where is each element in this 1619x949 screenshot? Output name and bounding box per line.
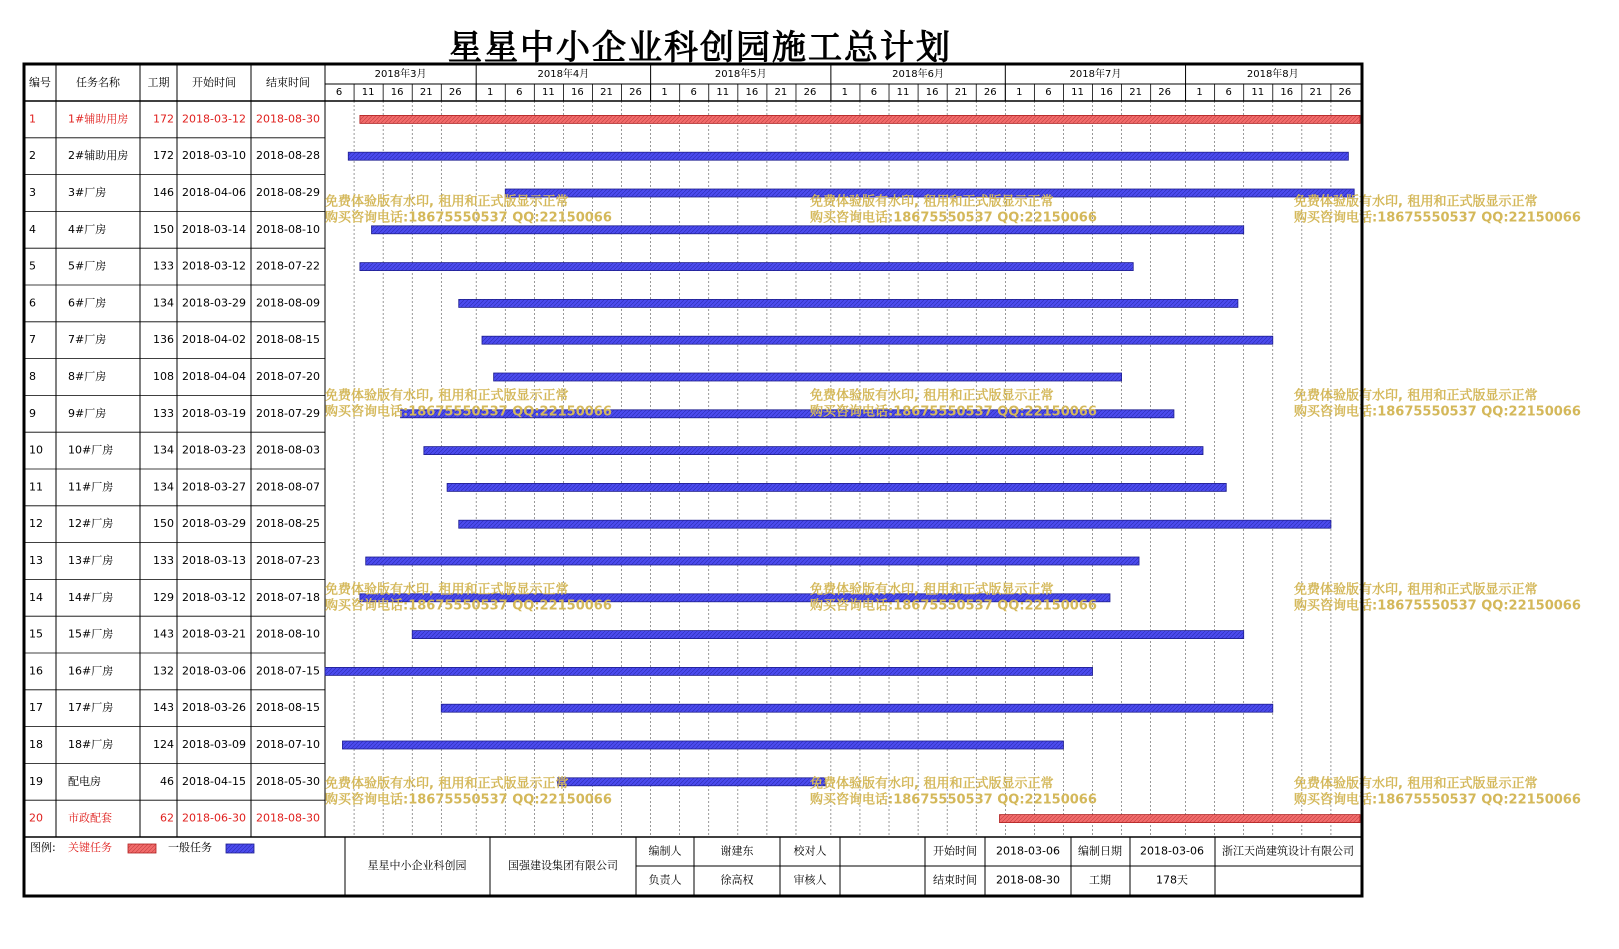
watermark-line1: 免费体验版有水印, 租用和正式版显示正常 bbox=[810, 582, 1054, 598]
task-id: 17 bbox=[29, 701, 43, 715]
month-label: 2018年3月 bbox=[374, 69, 427, 80]
task-start: 2018-03-14 bbox=[182, 222, 246, 236]
task-name: 15#厂房 bbox=[68, 627, 114, 641]
day-tick-label: 21 bbox=[1309, 87, 1323, 98]
gantt-bar bbox=[459, 520, 1331, 528]
gantt-bar bbox=[372, 226, 1244, 234]
gantt-bar bbox=[366, 557, 1139, 565]
task-end: 2018-08-28 bbox=[256, 149, 320, 163]
task-start: 2018-03-29 bbox=[182, 517, 246, 531]
task-name: 11#厂房 bbox=[68, 480, 114, 494]
watermark-line2: 购买咨询电话:18675550537 QQ:22150066 bbox=[325, 404, 612, 420]
footer-auditor-label: 审核人 bbox=[793, 873, 827, 887]
footer-compiler-label: 编制人 bbox=[648, 844, 682, 858]
footer-reviewer-label: 校对人 bbox=[793, 844, 827, 858]
legend-critical-label: 关键任务 bbox=[68, 841, 112, 854]
task-name: 16#厂房 bbox=[68, 664, 114, 678]
task-duration: 143 bbox=[153, 701, 174, 715]
day-tick-label: 1 bbox=[1016, 87, 1023, 98]
task-duration: 150 bbox=[153, 222, 174, 236]
task-end: 2018-08-15 bbox=[256, 333, 320, 347]
task-id: 3 bbox=[29, 186, 36, 199]
watermark-line2: 购买咨询电话:18675550537 QQ:22150066 bbox=[325, 792, 612, 808]
day-tick-label: 6 bbox=[1045, 87, 1052, 98]
task-name: 8#厂房 bbox=[68, 370, 107, 383]
task-end: 2018-08-15 bbox=[256, 701, 320, 715]
task-id: 6 bbox=[29, 296, 36, 310]
watermark-line1: 免费体验版有水印, 租用和正式版显示正常 bbox=[325, 776, 569, 792]
gantt-bar bbox=[459, 299, 1238, 307]
watermark-line2: 购买咨询电话:18675550537 QQ:22150066 bbox=[1294, 598, 1581, 614]
task-id: 15 bbox=[29, 627, 43, 641]
gantt-bar bbox=[999, 815, 1360, 823]
footer-owner-label: 负责人 bbox=[648, 873, 682, 887]
task-start: 2018-03-13 bbox=[182, 554, 246, 567]
day-tick-label: 1 bbox=[661, 87, 668, 98]
task-duration: 134 bbox=[153, 480, 174, 494]
watermark-line1: 免费体验版有水印, 租用和正式版显示正常 bbox=[810, 388, 1054, 404]
task-duration: 136 bbox=[153, 333, 174, 347]
day-tick-label: 16 bbox=[925, 87, 939, 98]
month-label: 2018年4月 bbox=[537, 69, 590, 80]
task-name: 5#厂房 bbox=[68, 259, 107, 273]
watermark-line2: 购买咨询电话:18675550537 QQ:22150066 bbox=[1294, 210, 1581, 226]
day-tick-label: 26 bbox=[983, 87, 997, 98]
task-name: 市政配套 bbox=[68, 811, 112, 825]
task-duration: 129 bbox=[153, 590, 174, 604]
task-duration: 172 bbox=[153, 149, 174, 163]
column-header-start: 开始时间 bbox=[192, 76, 236, 89]
task-end: 2018-07-23 bbox=[256, 554, 320, 567]
task-name: 7#厂房 bbox=[68, 333, 107, 347]
task-start: 2018-04-04 bbox=[182, 370, 246, 383]
task-start: 2018-03-26 bbox=[182, 701, 246, 715]
footer-date-label: 编制日期 bbox=[1078, 844, 1122, 858]
task-start: 2018-03-21 bbox=[182, 627, 246, 641]
gantt-bar bbox=[424, 447, 1203, 455]
day-tick-label: 1 bbox=[486, 87, 494, 98]
watermark-line2: 购买咨询电话:18675550537 QQ:22150066 bbox=[810, 598, 1097, 614]
month-label: 2018年8月 bbox=[1246, 69, 1299, 80]
day-tick-label: 6 bbox=[690, 87, 697, 98]
gantt-bar bbox=[482, 336, 1273, 344]
task-end: 2018-07-20 bbox=[256, 370, 320, 383]
day-tick-label: 16 bbox=[571, 87, 584, 98]
task-name: 14#厂房 bbox=[68, 590, 114, 604]
gantt-bar bbox=[348, 152, 1348, 160]
task-name: 12#厂房 bbox=[68, 517, 114, 531]
watermark-line2: 购买咨询电话:18675550537 QQ:22150066 bbox=[1294, 792, 1581, 808]
day-tick-label: 21 bbox=[600, 87, 613, 98]
task-name: 配电房 bbox=[68, 774, 101, 788]
task-end: 2018-07-18 bbox=[256, 590, 320, 604]
month-label: 2018年5月 bbox=[714, 69, 767, 80]
column-header-name: 任务名称 bbox=[76, 76, 120, 89]
task-end: 2018-08-03 bbox=[256, 443, 320, 457]
footer-start-label: 开始时间 bbox=[933, 844, 977, 858]
watermark-line1: 免费体验版有水印, 租用和正式版显示正常 bbox=[325, 582, 569, 598]
task-end: 2018-07-22 bbox=[256, 259, 320, 273]
footer-project: 星星中小企业科创园 bbox=[367, 859, 467, 872]
task-duration: 134 bbox=[153, 443, 174, 457]
task-name: 17#厂房 bbox=[68, 701, 114, 715]
task-end: 2018-08-30 bbox=[256, 112, 320, 126]
task-start: 2018-04-15 bbox=[182, 774, 246, 788]
footer-end: 2018-08-30 bbox=[996, 873, 1060, 887]
watermark-line2: 购买咨询电话:18675550537 QQ:22150066 bbox=[810, 210, 1097, 226]
task-start: 2018-03-29 bbox=[182, 296, 246, 310]
legend-normal-label: 一般任务 bbox=[168, 841, 212, 854]
task-duration: 172 bbox=[153, 112, 174, 126]
footer-compiler: 谢建东 bbox=[720, 844, 754, 858]
task-end: 2018-05-30 bbox=[256, 774, 320, 788]
watermark-line1: 免费体验版有水印, 租用和正式版显示正常 bbox=[1294, 194, 1538, 210]
day-tick-label: 11 bbox=[716, 87, 730, 98]
watermark-line2: 购买咨询电话:18675550537 QQ:22150066 bbox=[325, 210, 612, 226]
footer-end-label: 结束时间 bbox=[933, 873, 977, 887]
day-tick-label: 11 bbox=[1251, 87, 1265, 98]
gantt-bar bbox=[360, 115, 1360, 123]
day-tick-label: 21 bbox=[774, 87, 788, 98]
column-header-id: 编号 bbox=[29, 76, 51, 89]
day-tick-label: 26 bbox=[448, 87, 462, 98]
day-tick-label: 6 bbox=[516, 87, 523, 98]
task-end: 2018-08-10 bbox=[256, 627, 320, 641]
gantt-bar bbox=[325, 667, 1093, 675]
task-start: 2018-03-10 bbox=[182, 149, 246, 163]
task-id: 18 bbox=[29, 738, 43, 751]
task-id: 8 bbox=[29, 370, 36, 383]
day-tick-label: 16 bbox=[1280, 87, 1294, 98]
day-tick-label: 6 bbox=[870, 87, 878, 98]
task-duration: 133 bbox=[153, 554, 174, 567]
gantt-bar bbox=[342, 741, 1063, 749]
watermark-line2: 购买咨询电话:18675550537 QQ:22150066 bbox=[325, 598, 612, 614]
task-id: 13 bbox=[29, 554, 43, 567]
task-id: 5 bbox=[29, 259, 36, 273]
task-id: 19 bbox=[29, 774, 43, 788]
day-tick-label: 6 bbox=[1225, 87, 1232, 98]
day-tick-label: 26 bbox=[803, 87, 817, 98]
footer-contractor: 国强建设集团有限公司 bbox=[508, 859, 618, 872]
footer-duration: 178天 bbox=[1156, 873, 1188, 887]
day-tick-label: 21 bbox=[1129, 87, 1142, 98]
task-start: 2018-03-12 bbox=[182, 590, 246, 604]
task-duration: 108 bbox=[153, 370, 174, 383]
task-start: 2018-06-30 bbox=[182, 811, 246, 825]
task-start: 2018-03-12 bbox=[182, 259, 246, 273]
day-tick-label: 16 bbox=[1100, 87, 1113, 98]
task-duration: 62 bbox=[160, 811, 174, 825]
legend-critical-swatch bbox=[128, 844, 156, 853]
task-id: 11 bbox=[29, 480, 43, 494]
legend-normal-swatch bbox=[226, 844, 254, 853]
task-end: 2018-07-29 bbox=[256, 406, 320, 420]
task-name: 4#厂房 bbox=[68, 222, 107, 236]
task-end: 2018-08-30 bbox=[256, 811, 320, 825]
task-start: 2018-04-06 bbox=[182, 186, 246, 199]
day-tick-label: 21 bbox=[419, 87, 433, 98]
day-tick-label: 16 bbox=[390, 87, 404, 98]
task-start: 2018-03-19 bbox=[182, 406, 246, 420]
gantt-bar bbox=[441, 704, 1272, 712]
month-label: 2018年6月 bbox=[892, 69, 944, 80]
task-id: 12 bbox=[29, 517, 43, 531]
chart-title: 星星中小企业科创园施工总计划 bbox=[448, 28, 952, 68]
task-start: 2018-03-27 bbox=[182, 480, 246, 494]
watermark-line1: 免费体验版有水印, 租用和正式版显示正常 bbox=[325, 194, 569, 210]
task-end: 2018-07-15 bbox=[256, 664, 320, 678]
task-id: 16 bbox=[29, 664, 43, 678]
task-duration: 143 bbox=[153, 627, 174, 641]
task-start: 2018-04-02 bbox=[182, 333, 246, 347]
task-end: 2018-08-29 bbox=[256, 186, 320, 199]
day-tick-label: 1 bbox=[841, 87, 849, 98]
footer-owner: 徐高权 bbox=[720, 873, 754, 887]
task-name: 3#厂房 bbox=[68, 186, 107, 199]
task-id: 10 bbox=[29, 443, 43, 457]
day-tick-label: 11 bbox=[361, 87, 375, 98]
task-start: 2018-03-06 bbox=[182, 664, 246, 678]
watermark-line1: 免费体验版有水印, 租用和正式版显示正常 bbox=[810, 776, 1054, 792]
task-duration: 146 bbox=[153, 186, 174, 199]
task-duration: 150 bbox=[153, 517, 174, 531]
day-tick-label: 21 bbox=[954, 87, 968, 98]
watermark-line2: 购买咨询电话:18675550537 QQ:22150066 bbox=[810, 792, 1097, 808]
gantt-bar bbox=[360, 263, 1133, 271]
day-tick-label: 26 bbox=[1158, 87, 1172, 98]
task-name: 1#辅助用房 bbox=[68, 112, 129, 126]
task-duration: 133 bbox=[153, 406, 174, 420]
task-duration: 46 bbox=[160, 774, 174, 788]
task-id: 20 bbox=[29, 811, 43, 825]
watermark-line1: 免费体验版有水印, 租用和正式版显示正常 bbox=[810, 194, 1054, 210]
gantt-bar bbox=[494, 373, 1122, 381]
watermark-line2: 购买咨询电话:18675550537 QQ:22150066 bbox=[1294, 404, 1581, 420]
watermark-line1: 免费体验版有水印, 租用和正式版显示正常 bbox=[1294, 776, 1538, 792]
task-id: 4 bbox=[29, 222, 36, 236]
day-tick-label: 26 bbox=[629, 87, 642, 98]
task-start: 2018-03-12 bbox=[182, 112, 246, 126]
watermark-line1: 免费体验版有水印, 租用和正式版显示正常 bbox=[1294, 388, 1538, 404]
task-name: 10#厂房 bbox=[68, 443, 114, 457]
gantt-bar bbox=[412, 631, 1243, 639]
day-tick-label: 11 bbox=[541, 87, 555, 98]
task-id: 14 bbox=[29, 590, 43, 604]
task-name: 18#厂房 bbox=[68, 738, 114, 751]
task-id: 1 bbox=[29, 112, 36, 126]
task-start: 2018-03-23 bbox=[182, 443, 246, 457]
column-header-duration: 工期 bbox=[147, 76, 170, 89]
task-end: 2018-07-10 bbox=[256, 738, 320, 751]
day-tick-label: 6 bbox=[335, 87, 343, 98]
task-end: 2018-08-09 bbox=[256, 296, 320, 310]
task-id: 2 bbox=[29, 149, 36, 163]
task-name: 6#厂房 bbox=[68, 296, 107, 310]
task-end: 2018-08-10 bbox=[256, 222, 320, 236]
footer-start: 2018-03-06 bbox=[996, 844, 1060, 858]
gantt-bar bbox=[447, 483, 1226, 491]
task-duration: 124 bbox=[153, 738, 174, 751]
task-duration: 134 bbox=[153, 296, 174, 310]
day-tick-label: 11 bbox=[1071, 87, 1084, 98]
column-header-end: 结束时间 bbox=[266, 76, 310, 89]
watermark-line2: 购买咨询电话:18675550537 QQ:22150066 bbox=[810, 404, 1097, 420]
task-start: 2018-03-09 bbox=[182, 738, 246, 751]
day-tick-label: 26 bbox=[1338, 87, 1352, 98]
task-duration: 132 bbox=[153, 664, 174, 678]
task-duration: 133 bbox=[153, 259, 174, 273]
task-id: 7 bbox=[29, 333, 36, 347]
task-end: 2018-08-25 bbox=[256, 517, 320, 531]
footer-duration-label: 工期 bbox=[1089, 873, 1111, 887]
legend-label: 图例: bbox=[30, 841, 56, 854]
task-name: 2#辅助用房 bbox=[68, 149, 129, 163]
watermark-line1: 免费体验版有水印, 租用和正式版显示正常 bbox=[1294, 582, 1538, 598]
footer-date: 2018-03-06 bbox=[1140, 844, 1204, 858]
task-name: 13#厂房 bbox=[68, 554, 114, 567]
task-name: 9#厂房 bbox=[68, 406, 107, 420]
month-label: 2018年7月 bbox=[1069, 69, 1122, 80]
task-end: 2018-08-07 bbox=[256, 480, 320, 494]
watermark-line1: 免费体验版有水印, 租用和正式版显示正常 bbox=[325, 388, 569, 404]
footer-designer: 浙江天尚建筑设计有限公司 bbox=[1222, 844, 1354, 858]
day-tick-label: 11 bbox=[896, 87, 910, 98]
day-tick-label: 1 bbox=[1196, 87, 1203, 98]
gantt-bar bbox=[558, 778, 825, 786]
task-id: 9 bbox=[29, 406, 36, 420]
day-tick-label: 16 bbox=[745, 87, 759, 98]
